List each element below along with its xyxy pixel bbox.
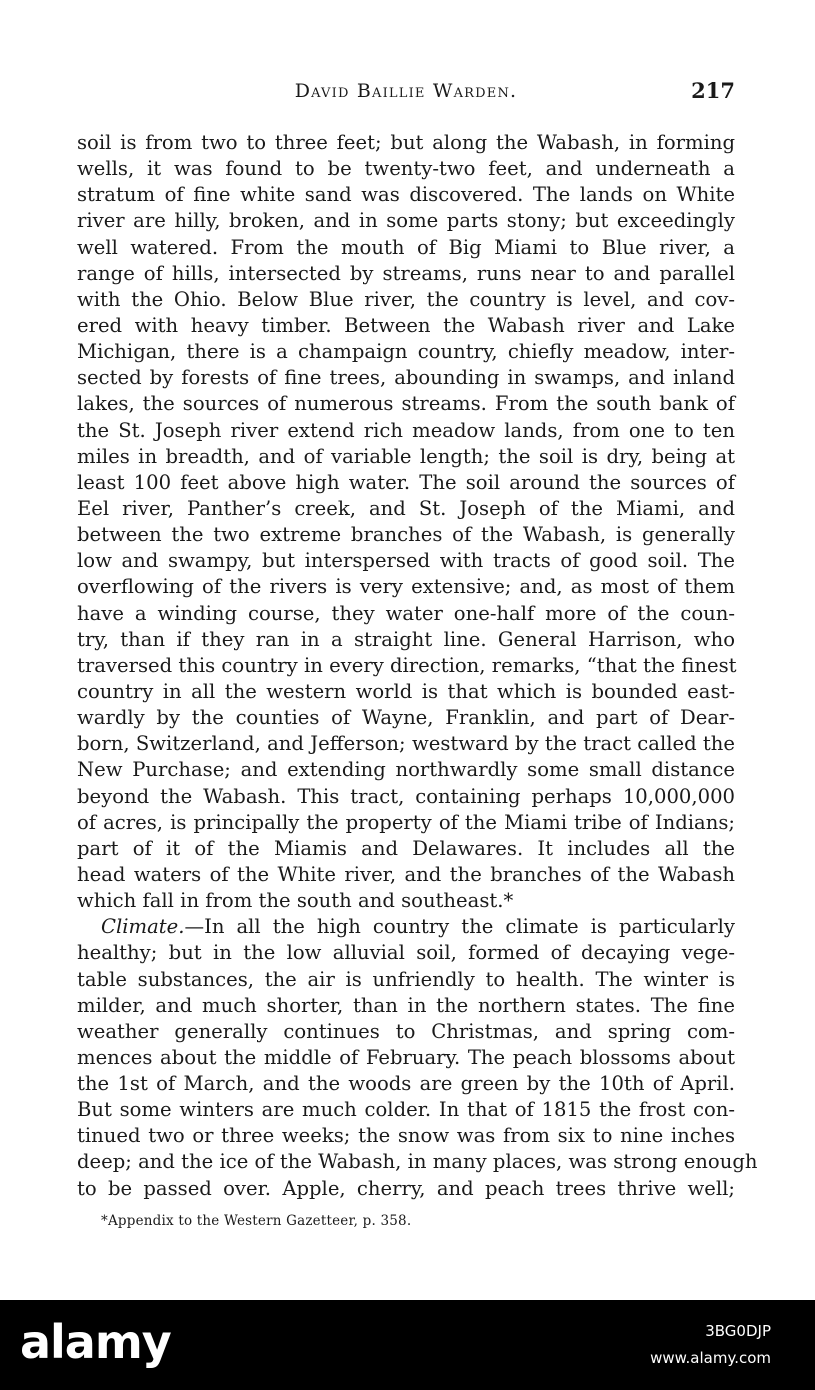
running-header bbox=[77, 78, 735, 110]
climate-heading: Climate. bbox=[101, 915, 185, 939]
text-line: born, Switzerland, and Jefferson; westward by the tract called the bbox=[77, 732, 735, 756]
text-line: wells, it was found to be twenty-two feet, and underneath a bbox=[77, 157, 735, 181]
text-line: to be passed over. Apple, cherry, and peach trees thrive well; bbox=[77, 1176, 735, 1200]
text-line: New Purchase; and extending northwardly some small distance bbox=[77, 758, 735, 782]
text-line: have a winding course, they water one-half more of the coun- bbox=[77, 601, 735, 625]
text-line: mences about the middle of February. The peach blossoms about bbox=[77, 1045, 735, 1069]
text-line: stratum of fine white sand was discovered. The lands on White bbox=[77, 183, 735, 207]
text-line: the 1st of March, and the woods are green by the 10th of April. bbox=[77, 1072, 735, 1096]
text-line: head waters of the White river, and the branches of the Wabash bbox=[77, 862, 735, 886]
watermark-logo: alamy bbox=[20, 1315, 171, 1369]
text-line: part of it of the Miamis and Delawares. It includes all the bbox=[77, 836, 735, 860]
climate-first-line-text: —In all the high country the climate is particularly bbox=[184, 915, 735, 939]
text-line: Michigan, there is a champaign country, chiefly meadow, inter- bbox=[77, 340, 735, 364]
text-line: table substances, the air is unfriendly to health. The winter is bbox=[77, 967, 735, 991]
text-line: traversed this country in every direction, remarks, “that the finest bbox=[77, 653, 737, 677]
text-line: wardly by the counties of Wayne, Franklin, and part of Dear- bbox=[77, 706, 735, 730]
climate-paragraph-first-line bbox=[77, 914, 735, 940]
text-line: least 100 feet above high water. The soil around the sources of bbox=[77, 470, 735, 494]
text-line: miles in breadth, and of variable length; the soil is dry, being at bbox=[77, 444, 735, 468]
text-line: deep; and the ice of the Wabash, in many places, was strong enough bbox=[77, 1150, 758, 1174]
page-number: 217 bbox=[691, 78, 735, 103]
watermark-image-id: 3BG0DJP bbox=[705, 1322, 771, 1340]
text-line: try, than if they ran in a straight line. General Harrison, who bbox=[77, 627, 735, 651]
text-line: beyond the Wabash. This tract, containing perhaps 10,000,000 bbox=[77, 784, 735, 808]
text-line: with the Ohio. Below Blue river, the country is level, and cov- bbox=[77, 287, 735, 311]
body-text bbox=[77, 130, 758, 1202]
text-line: But some winters are much colder. In that of 1815 the frost con- bbox=[77, 1098, 735, 1122]
text-line: soil is from two to three feet; but along the Wabash, in forming bbox=[77, 131, 735, 154]
text-line: low and swampy, but interspersed with tracts of good soil. The bbox=[77, 549, 735, 573]
watermark-url: www.alamy.com bbox=[650, 1349, 771, 1367]
text-line: milder, and much shorter, than in the northern states. The fine bbox=[77, 993, 735, 1017]
text-line: range of hills, intersected by streams, runs near to and parallel bbox=[77, 261, 735, 285]
footnote: *Appendix to the Western Gazetteer, p. 358. bbox=[101, 1213, 412, 1229]
text-line: tinued two or three weeks; the snow was from six to nine inches bbox=[77, 1124, 735, 1148]
running-title: David Baillie Warden. bbox=[294, 80, 518, 102]
text-line: river are hilly, broken, and in some parts stony; but exceedingly bbox=[77, 209, 735, 233]
text-line: sected by forests of fine trees, abounding in swamps, and inland bbox=[77, 366, 735, 390]
text-line: overflowing of the rivers is very extensive; and, as most of them bbox=[77, 575, 735, 599]
text-line: the St. Joseph river extend rich meadow lands, from one to ten bbox=[77, 418, 735, 442]
text-line: ered with heavy timber. Between the Wabash river and Lake bbox=[77, 313, 735, 337]
text-line: well watered. From the mouth of Big Miami to Blue river, a bbox=[77, 235, 735, 259]
text-line: of acres, is principally the property of the Miami tribe of Indians; bbox=[77, 810, 735, 834]
text-line: country in all the western world is that which is bounded east- bbox=[77, 679, 735, 703]
text-line: healthy; but in the low alluvial soil, formed of decaying vege- bbox=[77, 941, 735, 965]
text-line: Eel river, Panther’s creek, and St. Joseph of the Miami, and bbox=[77, 496, 735, 520]
text-line: which fall in from the south and southeast.* bbox=[77, 889, 514, 913]
text-line: between the two extreme branches of the Wabash, is generally bbox=[77, 523, 735, 547]
watermark-footer bbox=[0, 1300, 815, 1390]
text-line: weather generally continues to Christmas, and spring com- bbox=[77, 1019, 735, 1043]
text-line: lakes, the sources of numerous streams. From the south bank of bbox=[77, 392, 735, 416]
